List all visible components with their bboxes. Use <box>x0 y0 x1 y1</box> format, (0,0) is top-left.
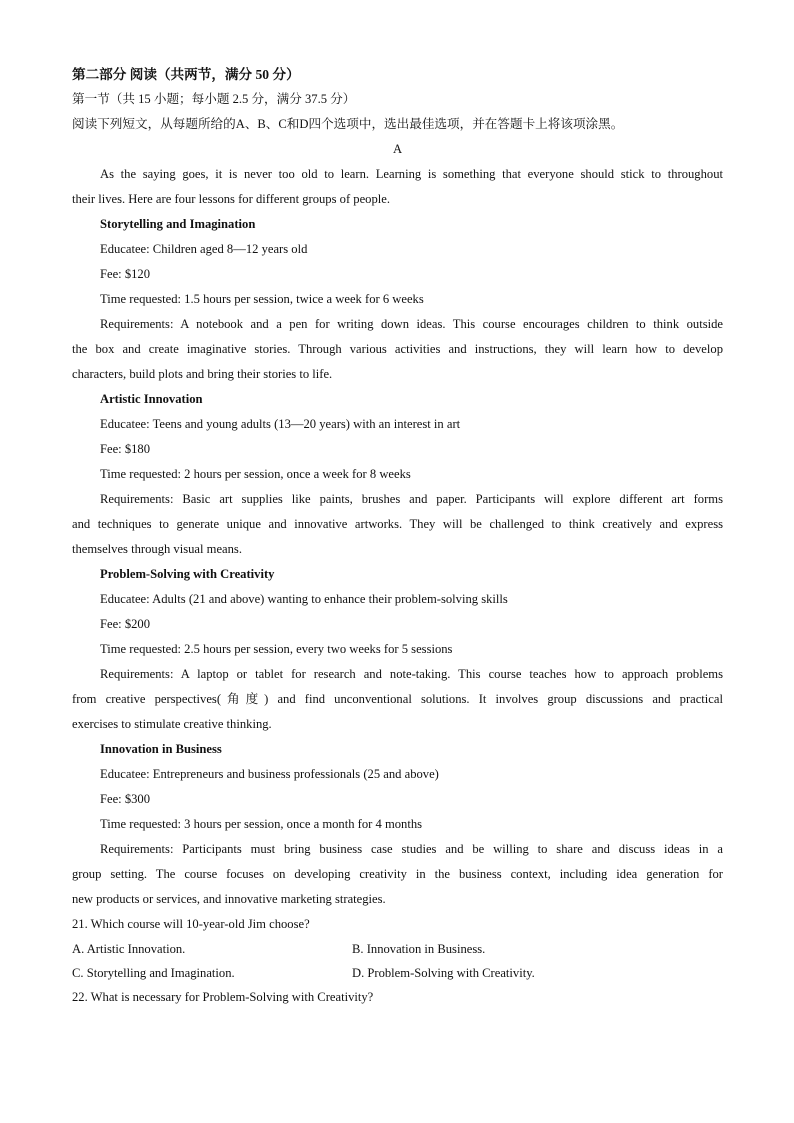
course-title: Storytelling and Imagination <box>100 217 256 231</box>
course-time: Time requested: 2.5 hours per session, every two weeks for 5 sessions <box>100 642 453 656</box>
course-requirements-line: Requirements: Participants must bring business case studies and be willing to share and discuss ideas in a <box>100 842 723 856</box>
course-requirements-line: exercises to stimulate creative thinking. <box>72 717 272 731</box>
course-educatee: Educatee: Teens and young adults (13—20 years) with an interest in art <box>100 417 461 431</box>
course-time: Time requested: 3 hours per session, once a month for 4 months <box>100 817 423 831</box>
course-fee: Fee: $180 <box>100 442 151 456</box>
course-title: Problem-Solving with Creativity <box>100 567 275 581</box>
intro-line: As the saying goes, it is never too old to learn. Learning is something that everyone should stick to throughout <box>100 167 723 181</box>
course-title: Artistic Innovation <box>100 392 203 406</box>
option-d[interactable]: D. Problem-Solving with Creativity. <box>352 966 535 980</box>
course-fee: Fee: $200 <box>100 617 151 631</box>
course-educatee: Educatee: Entrepreneurs and business professionals (25 and above) <box>100 767 439 781</box>
intro-line: their lives. Here are four lessons for different groups of people. <box>72 192 391 206</box>
passage-letter: A <box>392 142 403 156</box>
course-fee: Fee: $120 <box>100 267 151 281</box>
option-b[interactable]: B. Innovation in Business. <box>352 942 486 956</box>
course-requirements-line: group setting. The course focuses on developing creativity in the business context, including idea generation for <box>72 867 723 881</box>
option-a[interactable]: A. Artistic Innovation. <box>72 942 186 956</box>
course-educatee: Educatee: Adults (21 and above) wanting to enhance their problem-solving skills <box>100 592 508 606</box>
course-requirements-line: Requirements: A notebook and a pen for writing down ideas. This course encourages children to think outside <box>100 317 723 331</box>
course-requirements-line: the box and create imaginative stories. Through various activities and instructions, they will learn how to develop <box>72 342 723 356</box>
course-requirements-line: themselves through visual means. <box>72 542 242 556</box>
exam-page <box>72 62 723 1010</box>
course-requirements-line: from creative perspectives(角度) and find unconventional solutions. It involves group discussions and practical <box>72 692 723 706</box>
course-requirements-line: Requirements: Basic art supplies like paints, brushes and paper. Participants will explore different art forms <box>100 492 723 506</box>
course-time: Time requested: 2 hours per session, once a week for 8 weeks <box>100 467 411 481</box>
course-requirements-line: characters, build plots and bring their stories to life. <box>72 367 333 381</box>
question-stem: 22. What is necessary for Problem-Solving with Creativity? <box>72 990 374 1004</box>
course-educatee: Educatee: Children aged 8—12 years old <box>100 242 308 256</box>
course-requirements-line: Requirements: A laptop or tablet for research and note-taking. This course teaches how to approach problems <box>100 667 723 681</box>
question-options-row <box>72 961 723 985</box>
course-fee: Fee: $300 <box>100 792 151 806</box>
course-requirements-line: and techniques to generate unique and innovative artworks. They will be challenged to think creatively and express <box>72 517 723 531</box>
course-requirements-line: new products or services, and innovative marketing strategies. <box>72 892 386 906</box>
question-options-row <box>72 937 723 961</box>
option-c[interactable]: C. Storytelling and Imagination. <box>72 966 235 980</box>
course-time: Time requested: 1.5 hours per session, twice a week for 6 weeks <box>100 292 424 306</box>
section-title: 第一节（共 15 小题；每小题 2.5 分，满分 37.5 分） <box>72 92 356 106</box>
part-title: 第二部分 阅读（共两节，满分 50 分） <box>72 67 300 82</box>
question-stem: 21. Which course will 10-year-old Jim choose? <box>72 917 310 931</box>
course-title: Innovation in Business <box>100 742 222 756</box>
instructions: 阅读下列短文，从每题所给的A、B、C和D四个选项中，选出最佳选项，并在答题卡上将该项涂黑。 <box>72 117 624 131</box>
